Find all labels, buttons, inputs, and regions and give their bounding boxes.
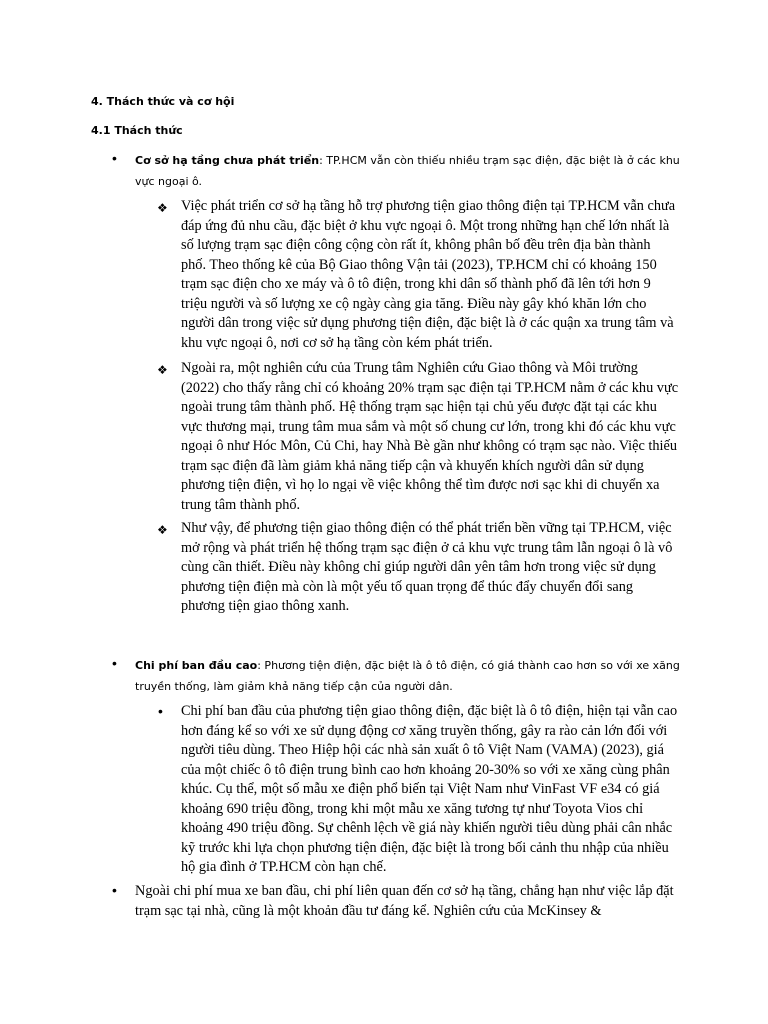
sub-paragraph: Chi phí ban đầu của phương tiện giao thông điện, đặc biệt là ô tô điện, hiện tại vẫn cao hơn đáng kể so với xe sử dụng động cơ xăng truyền thống, gây ra rào cản lớn đối với người tiêu dùng. Theo Hiệp hội các nhà sản xuất ô tô Việt Nam (VAMA) (2023), giá của một chiếc ô tô điện trung bình cao hơn khoảng 20-30% so với xe xăng cùng phân khúc. Cụ thể, một số mẫu xe điện phổ biến tại Việt Nam như VinFast VF e34 có giá khoảng 690 triệu đồng, trong khi một mẫu xe xăng tương tự như Toyota Vios chỉ khoảng 490 triệu đồng. Sự chênh lệch về giá này khiến người tiêu dùng phải cân nhắc kỹ trước khi lựa chọn phương tiện điện, đặc biệt là trong bối cảnh thu nhập của nhiều hộ gia đình ở TP.HCM còn hạn chế. xyxy=(181,703,678,875)
bullet-text: : Phương tiện điện, đặc biệt là ô tô điện, có giá thành cao hơn so với xe xăng truyền thống, làm giảm khả năng tiếp cận của người dân. xyxy=(135,659,680,693)
bullet-item-initial-cost xyxy=(135,655,683,697)
section-heading: 4. Thách thức và cơ hội xyxy=(91,95,235,108)
sub-paragraph: Ngoài ra, một nghiên cứu của Trung tâm Nghiên cứu Giao thông và Môi trường (2022) cho thấy rằng chỉ có khoảng 20% trạm sạc điện tại TP.HCM nằm ở các khu vực ngoài trung tâm thành phố. Hệ thống trạm sạc hiện tại chủ yếu được đặt tại các khu vực thương mại, trung tâm mua sắm và một số chung cư lớn, trong khi đó các khu vực ngoại ô như Hóc Môn, Củ Chi, hay Nhà Bè gần như không có trạm sạc nào. Việc thiếu trạm sạc điện đã làm giảm khả năng tiếp cận và khuyến khích người dân sử dụng phương tiện điện, vì họ lo ngại về việc không thể tìm được nơi sạc khi di chuyển xa trung tâm thành phố. xyxy=(181,360,679,513)
paragraph-additional-costs: Ngoài chi phí mua xe ban đầu, chi phí liên quan đến cơ sở hạ tầng, chẳng hạn như việc lắp đặt trạm sạc tại nhà, cũng là một khoản đầu tư đáng kể. Nghiên cứu của McKinsey & xyxy=(135,883,674,919)
bullet-item-infrastructure xyxy=(135,150,683,192)
bullet-text: : TP.HCM vẫn còn thiếu nhiều trạm sạc điện, đặc biệt là ở các khu vực ngoại ô. xyxy=(135,154,680,188)
diamond-bullet: ❖ xyxy=(157,363,168,377)
bullet-dot: • xyxy=(112,655,117,671)
bullet-dot: • xyxy=(112,882,117,898)
sub-paragraph: Như vậy, để phương tiện giao thông điện có thể phát triển bền vững tại TP.HCM, việc mở rộng và phát triển hệ thống trạm sạc điện ở cả khu vực trung tâm lẫn ngoại ô là vô cùng cần thiết. Điều này không chỉ giúp người dân yên tâm hơn trong việc sử dụng phương tiện điện mà còn là một yếu tố quan trọng để thúc đẩy chuyển đổi sang phương tiện giao thông xanh. xyxy=(181,520,673,614)
bullet-title: Chi phí ban đầu cao xyxy=(135,659,258,672)
sub-bullet-dot: • xyxy=(158,703,163,719)
bullet-title: Cơ sở hạ tầng chưa phát triển xyxy=(135,154,320,167)
subsection-heading: 4.1 Thách thức xyxy=(91,124,183,137)
bullet-dot: • xyxy=(112,150,117,166)
diamond-bullet: ❖ xyxy=(157,523,168,537)
diamond-bullet: ❖ xyxy=(157,201,168,215)
sub-paragraph: Việc phát triển cơ sở hạ tầng hỗ trợ phương tiện giao thông điện tại TP.HCM vẫn chưa đáp ứng đủ nhu cầu, đặc biệt ở khu vực ngoại ô. Một trong những hạn chế lớn nhất là số lượng trạm sạc điện công cộng còn rất ít, không phân bố đều trên địa bàn thành phố. Theo thống kê của Bộ Giao thông Vận tải (2023), TP.HCM chỉ có khoảng 150 trạm sạc điện cho xe máy và ô tô điện, trong khi dân số thành phố đã lên tới hơn 9 triệu người và số lượng xe cộ ngày càng gia tăng. Điều này gây khó khăn lớn cho người dân trong việc sử dụng phương tiện điện, đặc biệt là ở các quận xa trung tâm và khu vực ngoại ô, nơi cơ sở hạ tầng còn kém phát triển. xyxy=(181,198,676,351)
